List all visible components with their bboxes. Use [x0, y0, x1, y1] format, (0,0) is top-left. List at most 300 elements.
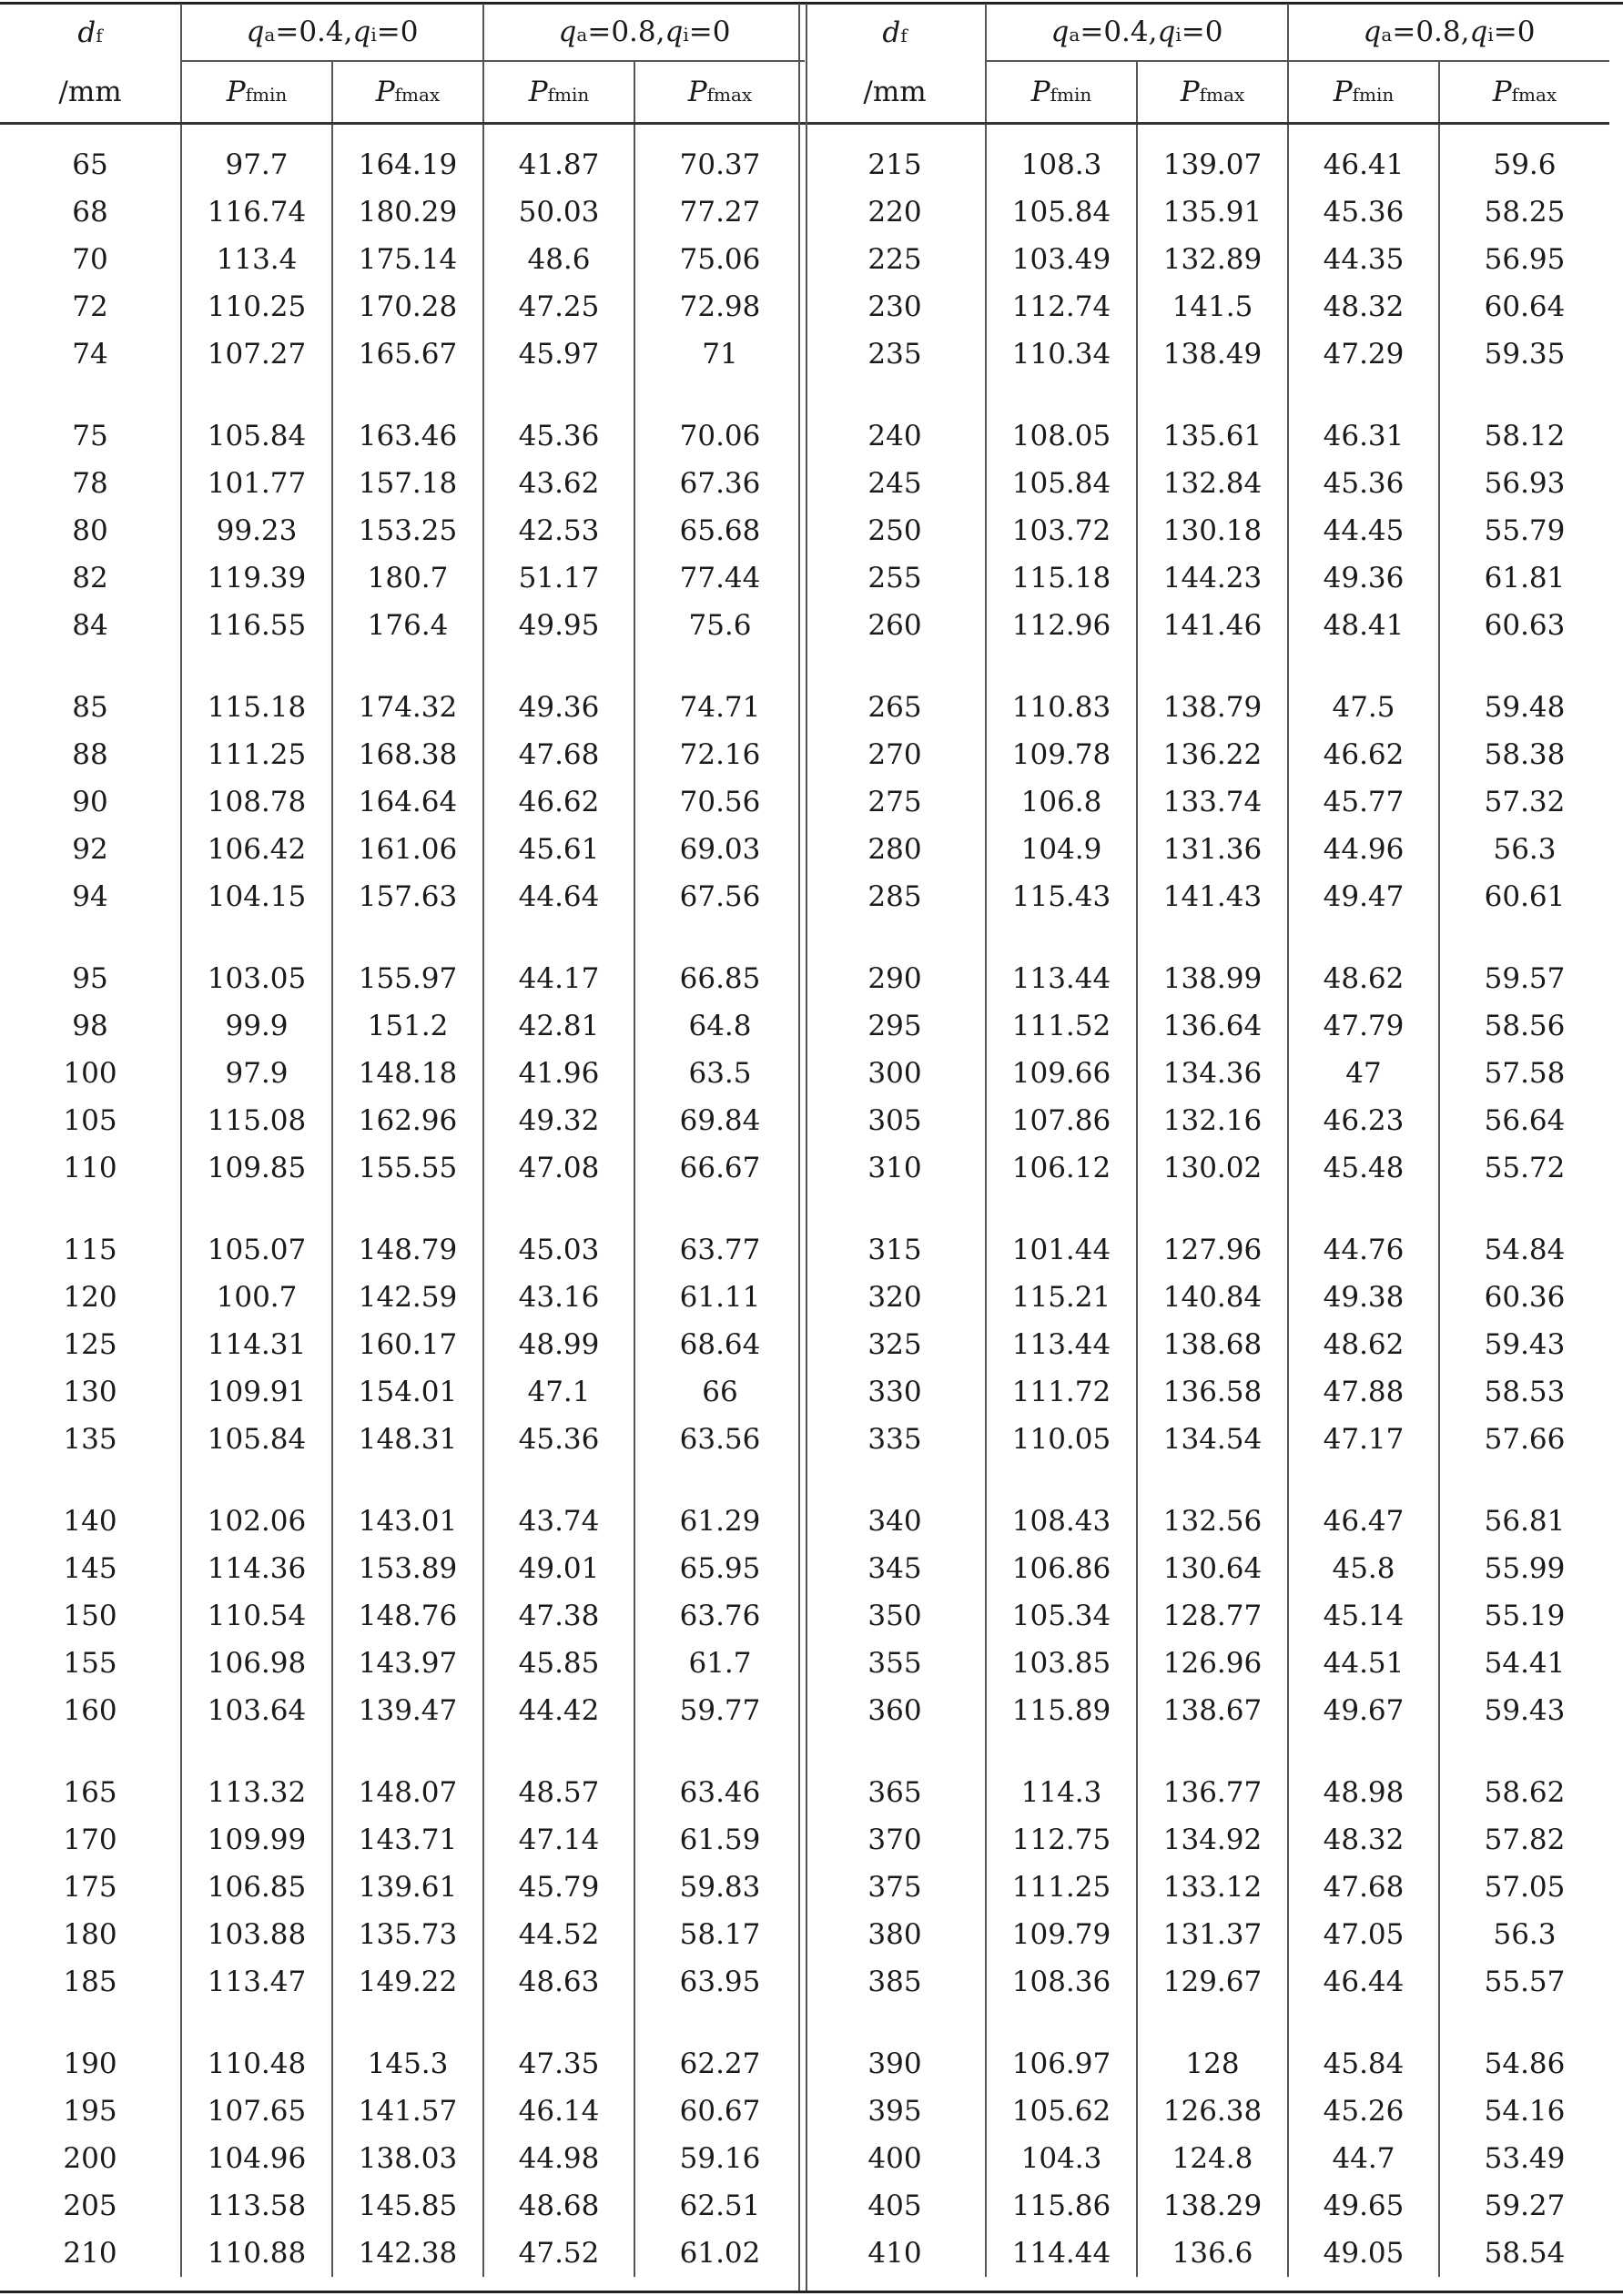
cell-pfmin-qa04: 106.8	[986, 778, 1137, 826]
cell-df: 315	[867, 1234, 922, 1266]
cell-pfmin-qa08: 47.14	[483, 1816, 634, 1864]
cell-pfmin-qa08: 47.1	[483, 1368, 634, 1416]
cell-pfmax-qa08: 56.64	[1439, 1097, 1609, 1144]
group-gap-row	[805, 1463, 1609, 1498]
table-row	[805, 2040, 1609, 2088]
cell-pfmax-qa04: 163.46	[332, 412, 483, 460]
cell-pfmin-qa08: 46.62	[483, 778, 634, 826]
cell-pfmin-qa08: 47.79	[1288, 1002, 1439, 1050]
cell-df: 205	[63, 2189, 117, 2222]
cell-pfmax-qa04: 135.61	[1137, 412, 1288, 460]
cell-pfmax-qa04: 134.92	[1137, 1816, 1288, 1864]
cell-pfmax-qa08: 69.03	[634, 826, 805, 873]
cell-pfmax-qa08: 60.61	[1439, 873, 1609, 920]
cell-pfmin-qa04: 114.31	[181, 1321, 332, 1368]
cell-pfmin-qa08: 47.38	[483, 1592, 634, 1640]
table-row	[0, 1864, 805, 1911]
cell-pfmax-qa04: 148.76	[332, 1592, 483, 1640]
cell-df: 375	[867, 1871, 922, 1904]
cell-df: 255	[867, 562, 922, 594]
cell-pfmin-qa08: 45.97	[483, 330, 634, 378]
cell-df: 305	[867, 1104, 922, 1137]
cell-pfmax-qa08: 62.51	[634, 2182, 805, 2230]
cell-pfmax-qa04: 130.18	[1137, 507, 1288, 554]
cell-pfmin-qa08: 48.32	[1288, 283, 1439, 330]
cell-pfmax-qa04: 162.96	[332, 1097, 483, 1144]
cell-pfmax-qa08: 56.93	[1439, 460, 1609, 507]
cell-pfmax-qa08: 58.53	[1439, 1368, 1609, 1416]
cell-pfmin-qa04: 99.9	[181, 1002, 332, 1050]
cell-df: 155	[63, 1647, 117, 1680]
cell-pfmax-qa08: 58.38	[1439, 731, 1609, 778]
cell-pfmax-qa08: 54.16	[1439, 2088, 1609, 2135]
cell-df: 265	[867, 691, 922, 724]
table-bottom-rule	[0, 2291, 1623, 2293]
cell-df: 180	[63, 1918, 117, 1951]
cell-pfmax-qa08: 54.84	[1439, 1226, 1609, 1274]
table-row	[0, 1416, 805, 1463]
cell-pfmax-qa08: 59.16	[634, 2135, 805, 2182]
cell-df: 165	[63, 1776, 117, 1809]
cell-pfmax-qa08: 63.76	[634, 1592, 805, 1640]
cell-pfmin-qa08: 43.74	[483, 1498, 634, 1545]
cell-df: 235	[867, 338, 922, 371]
cell-pfmax-qa08: 58.17	[634, 1911, 805, 1958]
cell-pfmax-qa04: 145.85	[332, 2182, 483, 2230]
cell-df: 240	[867, 420, 922, 452]
cell-pfmax-qa04: 138.49	[1137, 330, 1288, 378]
cell-df: 120	[63, 1281, 117, 1314]
cell-pfmin-qa04: 109.85	[181, 1144, 332, 1192]
cell-pfmax-qa04: 161.06	[332, 826, 483, 873]
cell-df: 130	[63, 1376, 117, 1408]
header-unit: /mm	[805, 61, 986, 124]
table-row	[0, 955, 805, 1002]
cell-pfmax-qa08: 54.86	[1439, 2040, 1609, 2088]
cell-pfmin-qa08: 46.14	[483, 2088, 634, 2135]
cell-pfmin-qa08: 47.88	[1288, 1368, 1439, 1416]
cell-pfmin-qa04: 106.42	[181, 826, 332, 873]
group-gap-row	[0, 1734, 805, 1769]
header-row-2	[0, 61, 805, 124]
cell-pfmin-qa04: 103.64	[181, 1687, 332, 1734]
table-row	[0, 283, 805, 330]
table-row	[0, 1592, 805, 1640]
table-row	[805, 2230, 1609, 2277]
cell-pfmax-qa04: 131.36	[1137, 826, 1288, 873]
table-row	[0, 1958, 805, 2006]
header-pfmax: Pfmax	[332, 61, 483, 124]
cell-pfmin-qa04: 119.39	[181, 554, 332, 602]
cell-pfmin-qa04: 102.06	[181, 1498, 332, 1545]
cell-pfmax-qa04: 138.67	[1137, 1687, 1288, 1734]
cell-pfmin-qa08: 47.29	[1288, 330, 1439, 378]
cell-pfmin-qa04: 107.65	[181, 2088, 332, 2135]
cell-pfmin-qa08: 49.01	[483, 1545, 634, 1592]
cell-pfmin-qa04: 112.74	[986, 283, 1137, 330]
table-row	[805, 1545, 1609, 1592]
cell-pfmin-qa04: 113.44	[986, 955, 1137, 1002]
cell-pfmax-qa04: 153.25	[332, 507, 483, 554]
cell-pfmax-qa04: 148.31	[332, 1416, 483, 1463]
cell-df: 84	[72, 609, 108, 642]
cell-pfmax-qa04: 170.28	[332, 283, 483, 330]
cell-pfmax-qa04: 157.18	[332, 460, 483, 507]
cell-pfmax-qa08: 58.12	[1439, 412, 1609, 460]
cell-pfmin-qa08: 45.36	[483, 1416, 634, 1463]
cell-df: 68	[72, 196, 108, 229]
table-row	[805, 1416, 1609, 1463]
cell-pfmin-qa04: 104.9	[986, 826, 1137, 873]
cell-pfmax-qa04: 143.01	[332, 1498, 483, 1545]
table-row	[805, 684, 1609, 731]
cell-pfmax-qa04: 165.67	[332, 330, 483, 378]
cell-pfmax-qa04: 168.38	[332, 731, 483, 778]
table-row	[805, 1687, 1609, 1734]
table-row	[0, 684, 805, 731]
cell-pfmin-qa04: 105.84	[986, 188, 1137, 236]
cell-pfmin-qa04: 108.78	[181, 778, 332, 826]
table-row	[0, 2088, 805, 2135]
cell-pfmax-qa04: 130.02	[1137, 1144, 1288, 1192]
header-row-2	[805, 61, 1609, 124]
table-row	[805, 1911, 1609, 1958]
cell-df: 200	[63, 2142, 117, 2175]
cell-pfmax-qa04: 141.5	[1137, 283, 1288, 330]
cell-pfmax-qa08: 54.41	[1439, 1640, 1609, 1687]
cell-pfmax-qa04: 141.57	[332, 2088, 483, 2135]
cell-pfmin-qa08: 44.42	[483, 1687, 634, 1734]
cell-pfmax-qa04: 132.89	[1137, 236, 1288, 283]
table-row	[805, 1097, 1609, 1144]
cell-df: 285	[867, 880, 922, 913]
cell-pfmin-qa08: 44.98	[483, 2135, 634, 2182]
cell-df: 90	[72, 786, 108, 818]
cell-pfmax-qa08: 66	[634, 1368, 805, 1416]
group-gap-row	[0, 378, 805, 412]
cell-pfmax-qa08: 66.85	[634, 955, 805, 1002]
cell-pfmin-qa04: 101.77	[181, 460, 332, 507]
cell-df: 70	[72, 243, 108, 276]
cell-pfmin-qa08: 48.63	[483, 1958, 634, 2006]
table-row	[805, 826, 1609, 873]
cell-pfmin-qa04: 106.12	[986, 1144, 1137, 1192]
cell-pfmin-qa04: 106.86	[986, 1545, 1137, 1592]
spacer-row	[805, 124, 1609, 142]
cell-pfmax-qa04: 153.89	[332, 1545, 483, 1592]
cell-pfmax-qa04: 180.7	[332, 554, 483, 602]
cell-pfmin-qa04: 110.34	[986, 330, 1137, 378]
cell-pfmax-qa08: 63.95	[634, 1958, 805, 2006]
cell-pfmin-qa08: 47.08	[483, 1144, 634, 1192]
cell-pfmax-qa04: 138.79	[1137, 684, 1288, 731]
table-row	[0, 1816, 805, 1864]
cell-pfmax-qa08: 56.3	[1439, 1911, 1609, 1958]
group-gap-row	[805, 920, 1609, 955]
group-gap-row	[805, 2006, 1609, 2040]
cell-pfmin-qa08: 45.36	[1288, 460, 1439, 507]
table-row	[0, 1545, 805, 1592]
cell-pfmax-qa08: 72.16	[634, 731, 805, 778]
cell-pfmin-qa04: 103.85	[986, 1640, 1137, 1687]
table-row	[0, 188, 805, 236]
cell-pfmin-qa04: 109.78	[986, 731, 1137, 778]
table-row	[805, 460, 1609, 507]
cell-pfmax-qa04: 180.29	[332, 188, 483, 236]
cell-pfmin-qa04: 109.79	[986, 1911, 1137, 1958]
header-group-qa-08: qa=0.8,qi=0	[483, 4, 805, 61]
header-row-1	[805, 4, 1609, 61]
cell-pfmin-qa08: 48.41	[1288, 602, 1439, 649]
cell-pfmax-qa08: 59.83	[634, 1864, 805, 1911]
header-group-qa-08: qa=0.8,qi=0	[1288, 4, 1609, 61]
cell-pfmin-qa08: 47	[1288, 1050, 1439, 1097]
table-row	[0, 2182, 805, 2230]
table-row	[805, 1144, 1609, 1192]
table-row	[805, 554, 1609, 602]
cell-df: 135	[63, 1423, 117, 1456]
cell-pfmax-qa08: 75.06	[634, 236, 805, 283]
cell-pfmin-qa08: 45.8	[1288, 1545, 1439, 1592]
cell-pfmin-qa08: 51.17	[483, 554, 634, 602]
cell-pfmin-qa04: 115.21	[986, 1274, 1137, 1321]
cell-pfmin-qa08: 45.36	[483, 412, 634, 460]
table-row	[0, 1911, 805, 1958]
cell-pfmax-qa04: 132.84	[1137, 460, 1288, 507]
cell-pfmax-qa04: 142.59	[332, 1274, 483, 1321]
cell-df: 92	[72, 833, 108, 866]
cell-pfmax-qa04: 143.71	[332, 1816, 483, 1864]
cell-pfmax-qa08: 59.43	[1439, 1687, 1609, 1734]
cell-pfmax-qa08: 65.68	[634, 507, 805, 554]
cell-pfmin-qa04: 114.44	[986, 2230, 1137, 2277]
cell-pfmin-qa04: 105.34	[986, 1592, 1137, 1640]
group-gap-row	[0, 1463, 805, 1498]
cell-pfmin-qa04: 113.32	[181, 1769, 332, 1816]
table-row	[805, 1640, 1609, 1687]
cell-pfmin-qa04: 101.44	[986, 1226, 1137, 1274]
cell-pfmin-qa04: 112.75	[986, 1816, 1137, 1864]
cell-pfmin-qa08: 44.96	[1288, 826, 1439, 873]
table-row	[805, 2088, 1609, 2135]
cell-pfmax-qa04: 129.67	[1137, 1958, 1288, 2006]
cell-pfmin-qa08: 48.68	[483, 2182, 634, 2230]
cell-pfmin-qa08: 49.67	[1288, 1687, 1439, 1734]
cell-pfmin-qa04: 112.96	[986, 602, 1137, 649]
table-row	[805, 1368, 1609, 1416]
cell-pfmax-qa08: 64.8	[634, 1002, 805, 1050]
table-row	[0, 2040, 805, 2088]
cell-pfmin-qa04: 113.58	[181, 2182, 332, 2230]
cell-pfmin-qa08: 44.45	[1288, 507, 1439, 554]
cell-pfmax-qa08: 55.19	[1439, 1592, 1609, 1640]
table-right-half	[805, 4, 1609, 2277]
table-row	[805, 283, 1609, 330]
cell-pfmin-qa04: 111.72	[986, 1368, 1137, 1416]
cell-df: 380	[867, 1918, 922, 1951]
cell-pfmax-qa08: 71	[634, 330, 805, 378]
cell-pfmin-qa08: 47.35	[483, 2040, 634, 2088]
cell-pfmax-qa08: 63.77	[634, 1226, 805, 1274]
cell-pfmin-qa04: 110.48	[181, 2040, 332, 2088]
table-row	[805, 1769, 1609, 1816]
cell-df: 405	[867, 2189, 922, 2222]
cell-pfmax-qa04: 131.37	[1137, 1911, 1288, 1958]
cell-pfmax-qa08: 56.3	[1439, 826, 1609, 873]
cell-pfmin-qa08: 48.57	[483, 1769, 634, 1816]
cell-pfmin-qa04: 113.44	[986, 1321, 1137, 1368]
cell-pfmax-qa04: 135.73	[332, 1911, 483, 1958]
cell-df: 110	[63, 1152, 117, 1184]
cell-df: 225	[867, 243, 922, 276]
cell-pfmax-qa04: 151.2	[332, 1002, 483, 1050]
cell-pfmax-qa08: 57.66	[1439, 1416, 1609, 1463]
cell-pfmin-qa08: 49.36	[1288, 554, 1439, 602]
cell-pfmax-qa08: 58.56	[1439, 1002, 1609, 1050]
cell-df: 105	[63, 1104, 117, 1137]
cell-pfmax-qa08: 68.64	[634, 1321, 805, 1368]
cell-df: 95	[72, 962, 108, 995]
table-row	[0, 330, 805, 378]
cell-pfmax-qa04: 127.96	[1137, 1226, 1288, 1274]
cell-pfmin-qa08: 46.31	[1288, 412, 1439, 460]
cell-pfmax-qa08: 74.71	[634, 684, 805, 731]
cell-df: 300	[867, 1057, 922, 1090]
cell-df: 395	[867, 2095, 922, 2128]
table-row	[805, 2135, 1609, 2182]
cell-df: 140	[63, 1505, 117, 1538]
table-row	[805, 1226, 1609, 1274]
cell-pfmax-qa04: 126.96	[1137, 1640, 1288, 1687]
cell-pfmax-qa04: 155.55	[332, 1144, 483, 1192]
group-gap-row	[805, 1192, 1609, 1226]
cell-pfmax-qa08: 55.72	[1439, 1144, 1609, 1192]
cell-df: 295	[867, 1010, 922, 1042]
cell-pfmin-qa08: 48.99	[483, 1321, 634, 1368]
header-group-qa-04: qa=0.4,qi=0	[986, 4, 1288, 61]
table-row	[0, 1769, 805, 1816]
cell-pfmin-qa08: 44.52	[483, 1911, 634, 1958]
cell-pfmax-qa08: 61.7	[634, 1640, 805, 1687]
table-row	[805, 1498, 1609, 1545]
cell-pfmin-qa04: 115.18	[986, 554, 1137, 602]
cell-pfmax-qa08: 63.46	[634, 1769, 805, 1816]
cell-df: 400	[867, 2142, 922, 2175]
header-group-qa-04: qa=0.4,qi=0	[181, 4, 483, 61]
cell-pfmax-qa04: 148.07	[332, 1769, 483, 1816]
cell-df: 370	[867, 1824, 922, 1856]
header-pfmin: Pfmin	[483, 61, 634, 124]
table-row	[805, 602, 1609, 649]
cell-pfmin-qa04: 106.85	[181, 1864, 332, 1911]
cell-pfmin-qa04: 110.83	[986, 684, 1137, 731]
group-gap-row	[0, 920, 805, 955]
cell-pfmax-qa04: 133.74	[1137, 778, 1288, 826]
cell-pfmin-qa08: 45.14	[1288, 1592, 1439, 1640]
header-pfmax: Pfmax	[634, 61, 805, 124]
table-row	[0, 778, 805, 826]
group-gap-row	[0, 1192, 805, 1226]
cell-pfmin-qa04: 108.3	[986, 141, 1137, 188]
cell-df: 98	[72, 1010, 108, 1042]
table-row	[0, 1687, 805, 1734]
cell-pfmax-qa08: 56.95	[1439, 236, 1609, 283]
cell-pfmin-qa08: 47.5	[1288, 684, 1439, 731]
cell-df: 385	[867, 1966, 922, 1998]
table-row	[0, 141, 805, 188]
cell-pfmin-qa08: 42.53	[483, 507, 634, 554]
cell-pfmax-qa08: 56.81	[1439, 1498, 1609, 1545]
cell-pfmax-qa08: 57.32	[1439, 778, 1609, 826]
cell-pfmin-qa08: 41.87	[483, 141, 634, 188]
cell-pfmin-qa04: 108.36	[986, 1958, 1137, 2006]
cell-pfmax-qa08: 75.6	[634, 602, 805, 649]
cell-df: 185	[63, 1966, 117, 1998]
cell-pfmin-qa04: 109.66	[986, 1050, 1137, 1097]
table-row	[0, 2135, 805, 2182]
center-double-rule	[806, 4, 807, 2291]
cell-pfmin-qa08: 44.7	[1288, 2135, 1439, 2182]
cell-df: 74	[72, 338, 108, 371]
table-row	[0, 826, 805, 873]
cell-pfmax-qa04: 136.58	[1137, 1368, 1288, 1416]
cell-pfmin-qa08: 45.61	[483, 826, 634, 873]
cell-pfmin-qa04: 111.25	[181, 731, 332, 778]
cell-pfmin-qa08: 41.96	[483, 1050, 634, 1097]
cell-pfmin-qa04: 97.9	[181, 1050, 332, 1097]
cell-df: 390	[867, 2047, 922, 2080]
cell-pfmin-qa04: 99.23	[181, 507, 332, 554]
table-row	[0, 2230, 805, 2277]
table-row	[805, 1958, 1609, 2006]
table-row	[805, 1592, 1609, 1640]
header-pfmax: Pfmax	[1439, 61, 1609, 124]
header-row-1	[0, 4, 805, 61]
cell-pfmin-qa08: 49.95	[483, 602, 634, 649]
table-row	[805, 1274, 1609, 1321]
table-row	[0, 1002, 805, 1050]
cell-df: 340	[867, 1505, 922, 1538]
cell-pfmax-qa04: 134.54	[1137, 1416, 1288, 1463]
cell-pfmax-qa04: 138.99	[1137, 955, 1288, 1002]
cell-pfmin-qa08: 49.36	[483, 684, 634, 731]
table-body-right	[805, 124, 1609, 2278]
center-double-rule	[798, 4, 800, 2291]
table-row	[0, 1274, 805, 1321]
cell-pfmax-qa08: 59.43	[1439, 1321, 1609, 1368]
cell-df: 82	[72, 562, 108, 594]
spacer-row	[0, 124, 805, 142]
cell-df: 290	[867, 962, 922, 995]
table-row	[0, 1144, 805, 1192]
cell-pfmax-qa08: 55.79	[1439, 507, 1609, 554]
group-gap-row	[805, 1734, 1609, 1769]
cell-pfmax-qa08: 60.64	[1439, 283, 1609, 330]
cell-df: 325	[867, 1328, 922, 1361]
table-row	[805, 330, 1609, 378]
table-row	[0, 554, 805, 602]
cell-pfmin-qa04: 108.05	[986, 412, 1137, 460]
cell-pfmax-qa04: 134.36	[1137, 1050, 1288, 1097]
cell-df: 335	[867, 1423, 922, 1456]
cell-df: 150	[63, 1600, 117, 1632]
cell-df: 210	[63, 2237, 117, 2270]
cell-df: 280	[867, 833, 922, 866]
cell-pfmin-qa08: 44.51	[1288, 1640, 1439, 1687]
cell-pfmax-qa08: 77.44	[634, 554, 805, 602]
cell-pfmax-qa08: 66.67	[634, 1144, 805, 1192]
cell-df: 78	[72, 467, 108, 500]
